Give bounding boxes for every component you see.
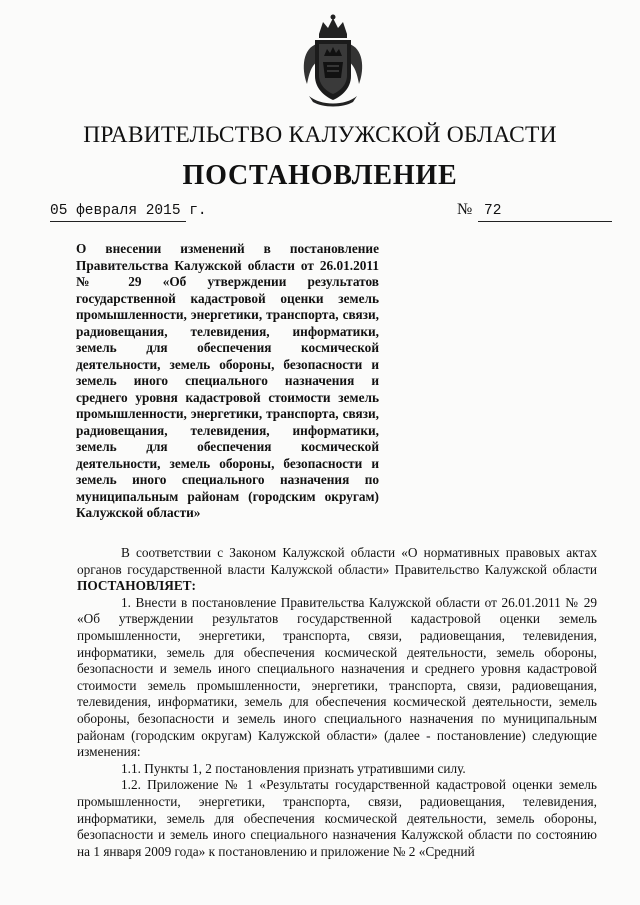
intro-text: В соответствии с Законом Калужской области «О нормативных правовых актах органов государственной власти Калужской области» Правительство Калужской области <box>77 545 597 577</box>
item-1-1-paragraph: 1.1. Пункты 1, 2 постановления признать утратившими силу. <box>121 760 466 776</box>
organization-name: ПРАВИТЕЛЬСТВО КАЛУЖСКОЙ ОБЛАСТИ <box>83 122 557 148</box>
document-title: О внесении изменений в постановление Правительства Калужской области от 26.01.2011 № 29 «Об утверждении результатов государственной кадастровой оценки земель промышленности, энергетики, транспорта, связи, радиовещания, телевидения, информатики, земель для обеспечения космической деятельности, земель обороны, безопасности и земель иного специального назначения и среднего уровня кадастровой стоимости земель промышленности, энергетики, транспорта, связи, радиовещания, телевидения, информатики, земель для обеспечения космической деятельности, земель обороны, безопасности и земель иного специального назначения по муниципальным районам (городским округам) Калужской области» <box>76 241 379 520</box>
document-date: 05 февраля 2015 г. <box>50 203 207 219</box>
document-type: ПОСТАНОВЛЕНИЕ <box>182 160 458 191</box>
item-1-2-paragraph: 1.2. Приложение № 1 «Результаты государственной кадастровой оценки земель промышленности, энергетики, транспорта, связи, радиовещания, телевидения, информатики, земель для обеспечения космической деятельности, земель обороны, безопасности и земель иного специального назначения Калужской области по состоянию на 1 января 2009 года» к постановлению и приложение № 2 «Средний <box>77 777 597 859</box>
intro-paragraph <box>77 545 597 595</box>
date-underline <box>50 221 186 222</box>
document-number: 72 <box>484 203 502 219</box>
coat-of-arms-icon <box>297 14 369 108</box>
document-body <box>77 545 597 860</box>
number-label: № <box>457 201 473 218</box>
number-underline <box>478 221 612 222</box>
item-1-paragraph: 1. Внести в постановление Правительства Калужской области от 26.01.2011 № 29 «Об утверждении результатов государственной кадастровой оценки земель промышленности, энергетики, транспорта, связи, радиовещания, телевидения, информатики, земель для обеспечения космической деятельности, земель обороны, безопасности и земель иного специального назначения и среднего уровня кадастровой стоимости земель промышленности, энергетики, транспорта, связи, радиовещания, телевидения, информатики, земель для обеспечения космической деятельности, земель обороны, безопасности и земель иного специального назначения по муниципальным районам (городским округам) Калужской области» (далее - постановление) следующие изменения: <box>77 594 597 760</box>
resolves-keyword: ПОСТАНОВЛЯЕТ: <box>77 578 196 594</box>
